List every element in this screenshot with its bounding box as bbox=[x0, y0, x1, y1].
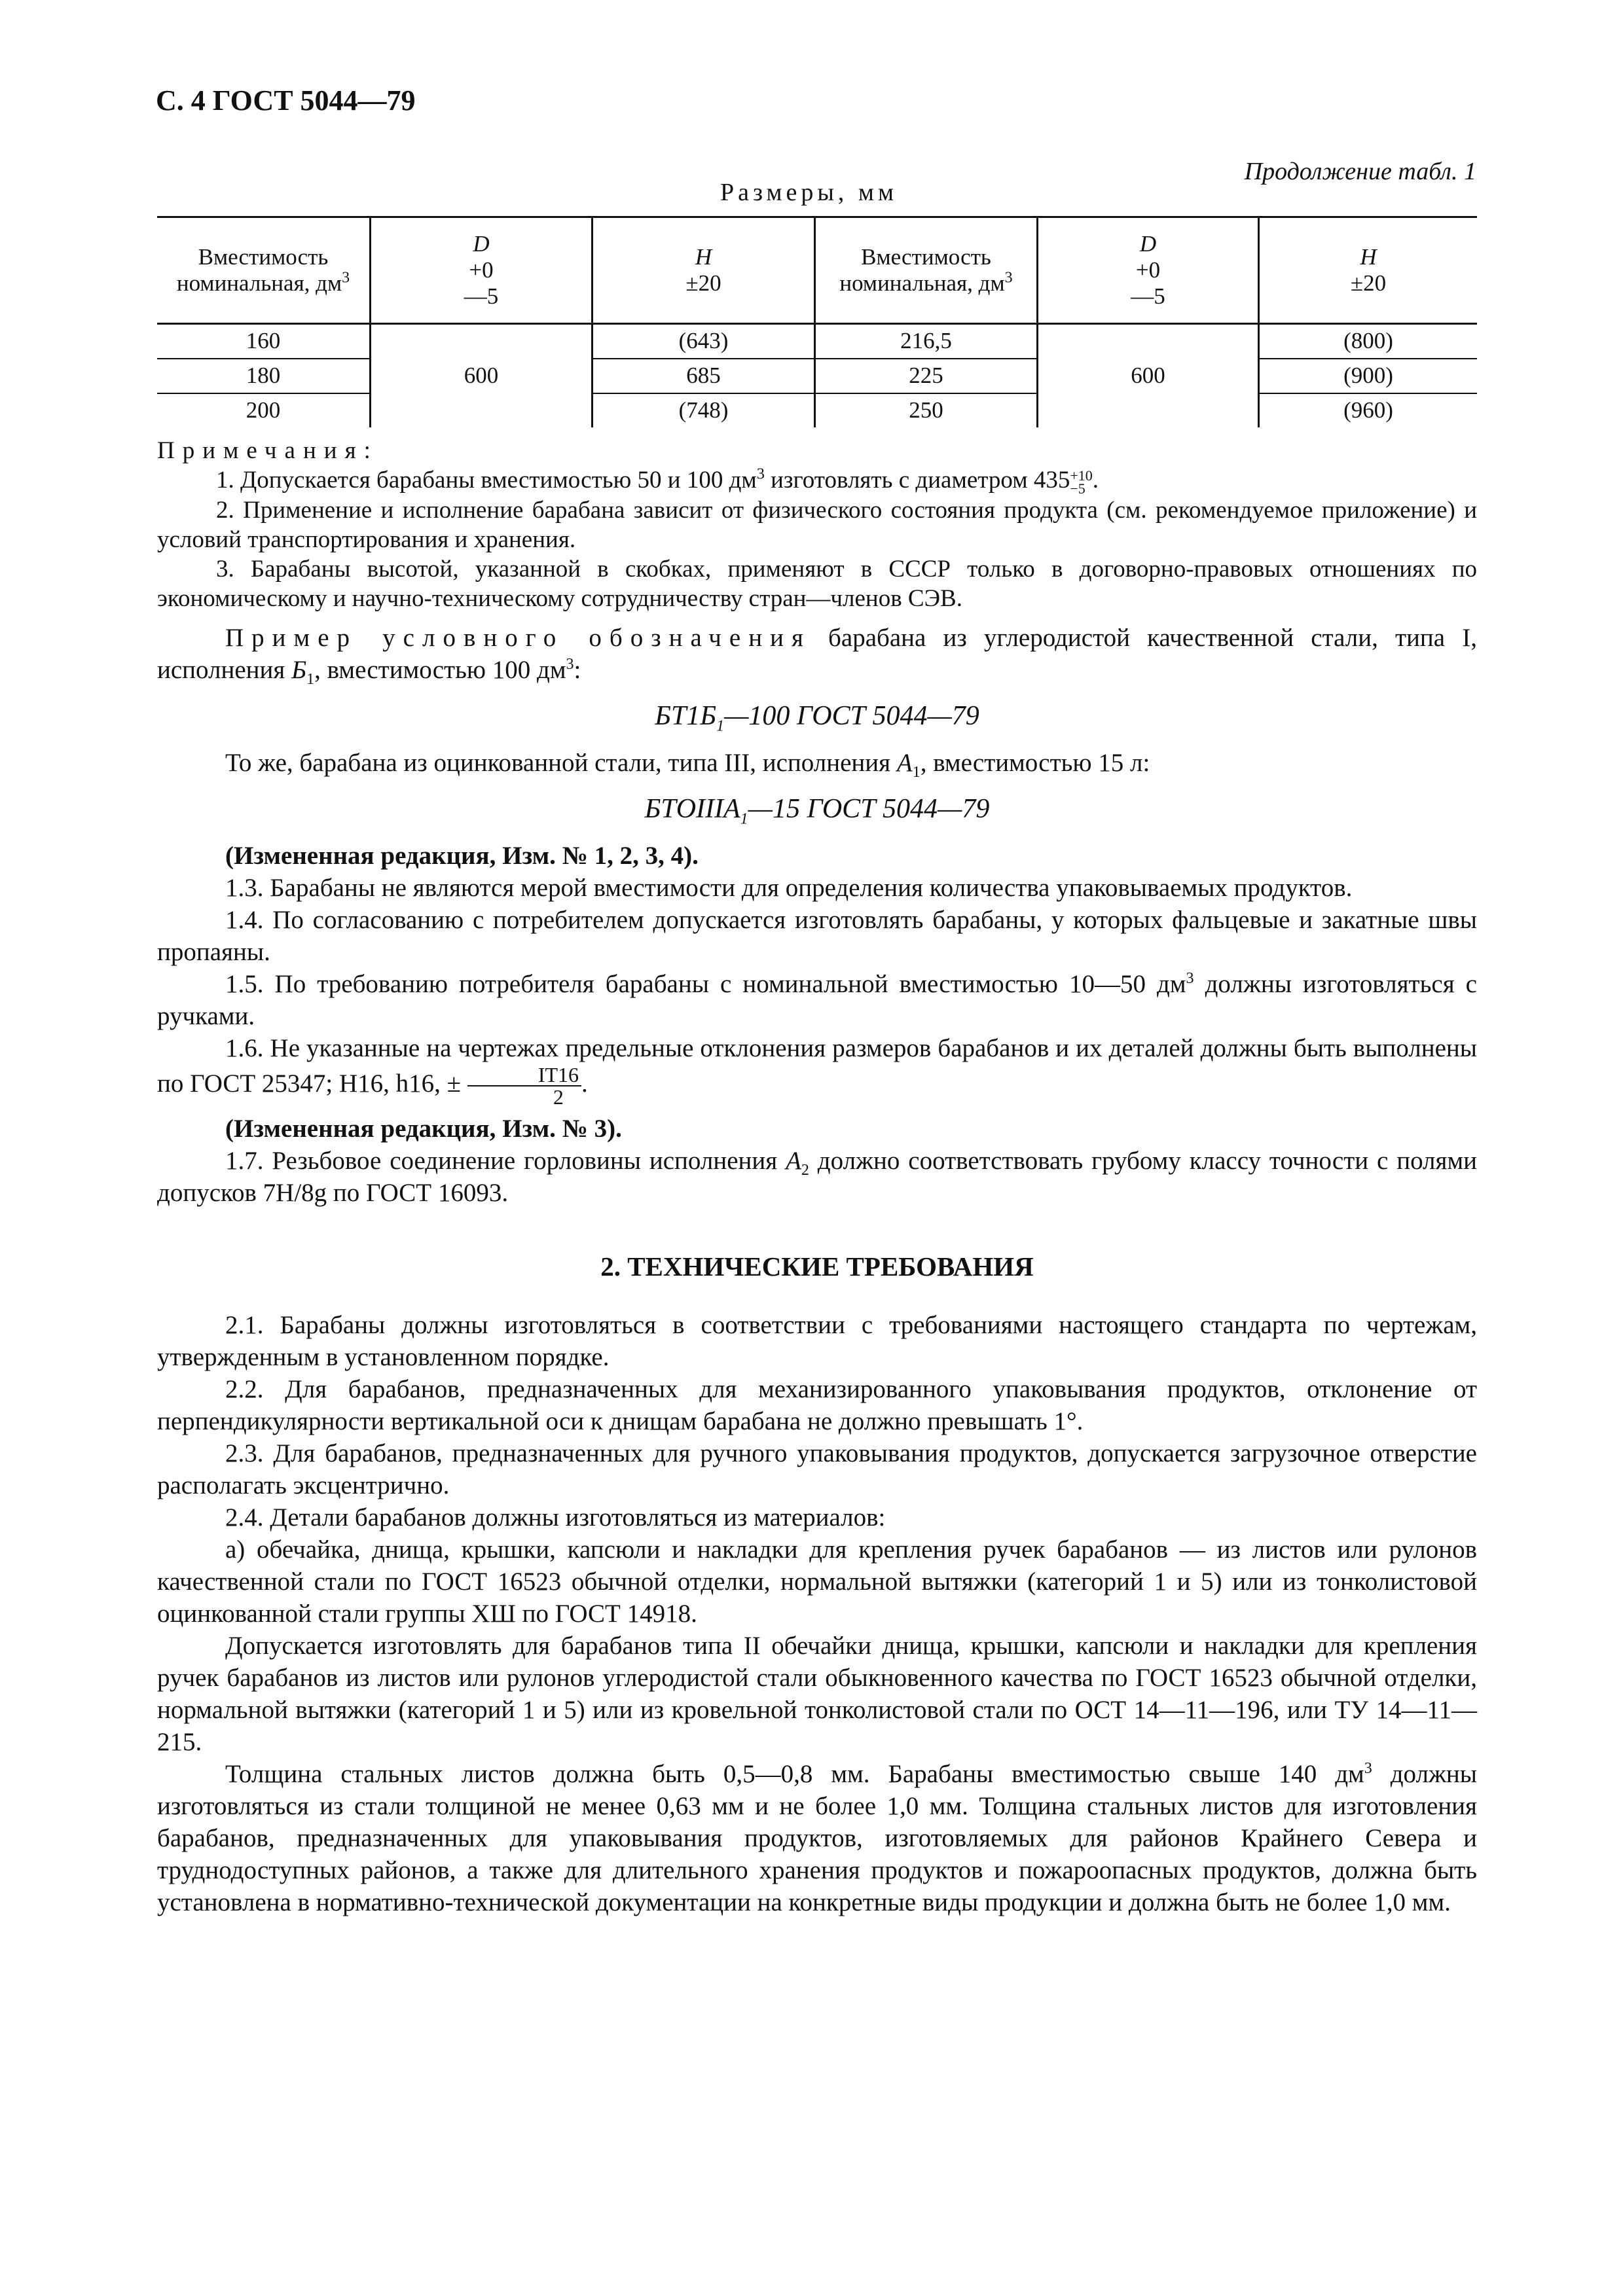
table-cell: 250 bbox=[815, 393, 1038, 427]
page-header: С. 4 ГОСТ 5044—79 bbox=[156, 84, 416, 117]
table-continuation-label: Продолжение табл. 1 bbox=[1244, 158, 1476, 185]
clause-2-1: 2.1. Барабаны должны изготовляться в соответствии с требованиями настоящего стандарта по чертежам, утвержденным в установленном порядке. bbox=[157, 1311, 1477, 1371]
table-cell: (960) bbox=[1259, 393, 1478, 427]
table-header-row bbox=[157, 217, 1477, 324]
table-caption: Размеры, мм bbox=[720, 179, 898, 206]
header-capacity: Вместимость номинальная, $дм^3$ bbox=[157, 217, 371, 324]
table-cell-d-merged: 600 bbox=[371, 324, 593, 428]
clause-1-3: 1.3. Барабаны не являются мерой вместимости для определения количества упаковываемых продуктов. bbox=[225, 874, 1353, 902]
clause-2-2: 2.2. Для барабанов, предназначенных для механизированного упаковывания продуктов, отклонение от перпендикулярности вертикальной оси к днищам барабана не должно превышать 1°. bbox=[157, 1375, 1477, 1435]
revision-note-1: (Измененная редакция, Изм. № 1, 2, 3, 4). bbox=[225, 842, 699, 870]
header-h: H ±20 bbox=[593, 217, 815, 324]
table-row bbox=[157, 359, 1477, 393]
table-cell-d-merged: 600 bbox=[1038, 324, 1259, 428]
note-1: 1. Допускается барабаны вместимостью 50 и 100 $дм^3$ изготовлять с диаметром 435+10 −5 . bbox=[216, 465, 1099, 497]
table-cell: (643) bbox=[593, 324, 815, 359]
example-paragraph-2: То же, барабана из оцинкованной стали, типа III, исполнения $А_1$, вместимостью 15 л: bbox=[225, 749, 1150, 781]
section-2-title: 2. ТЕХНИЧЕСКИЕ ТРЕБОВАНИЯ bbox=[600, 1251, 1034, 1282]
notes-title: Примечания: bbox=[157, 437, 378, 464]
clause-2-4: 2.4. Детали барабанов должны изготовляться из материалов: bbox=[225, 1503, 886, 1532]
example-paragraph: Пример условного обозначения барабана из углеродистой качественной стали, типа I, исполнения $Б_1$, вместимостью 100 $дм^3$: bbox=[157, 624, 1477, 688]
clause-2-4-a: а) обечайка, днища, крышки, капсюли и накладки для крепления ручек барабанов — из листов или рулонов качественной стали по ГОСТ 16523 обычной отделки, нормальной вытяжки (категорий 1 и 5) или из тонколистовой оцинкованной стали группы ХШ по ГОСТ 14918. bbox=[157, 1535, 1477, 1628]
clause-2-3: 2.3. Для барабанов, предназначенных для ручного упаковывания продуктов, допускается загрузочное отверстие располагать эксцентрично. bbox=[157, 1439, 1477, 1499]
clause-1-6: 1.6. Не указанные на чертежах предельные отклонения размеров барабанов и их деталей должны быть выполнены по ГОСТ 25347; H16, h16, ± $\frac{IT16}{2}$ . bbox=[157, 1034, 1477, 1109]
clause-1-5: 1.5. По требованию потребителя барабаны с номинальной вместимостью 10—50 $дм^3$ должны изготовляться с ручками. bbox=[157, 970, 1477, 1030]
table-row bbox=[157, 324, 1477, 359]
dimensions-table bbox=[157, 216, 1477, 427]
table-row bbox=[157, 393, 1477, 427]
header-d-2: D +0 —5 bbox=[1038, 217, 1259, 324]
clause-1-7: 1.7. Резьбовое соединение горловины исполнения $А_2$ должно соответствовать грубому классу точности с полями допусков 7H/8g по ГОСТ 16093. bbox=[157, 1147, 1478, 1207]
table-cell: (748) bbox=[593, 393, 815, 427]
revision-note-2: (Измененная редакция, Изм. № 3). bbox=[225, 1115, 622, 1143]
clause-2-4-thickness: Толщина стальных листов должна быть 0,5—0,8 мм. Барабаны вместимостью свыше 140 $дм^3$ должны изготовляться из стали толщиной не менее 0,63 мм и не более 1,0 мм. Толщина стальных листов для изготовления барабанов, предназначенных для упаковывания продуктов, изготовляемых для районов Крайнего Севера и труднодоступных районов, а также для длительного хранения продуктов и пожароопасных продуктов, должна быть установлена в нормативно-технической документации на конкретные виды продукции и должна быть не более 1,0 мм. bbox=[157, 1760, 1478, 1916]
table-cell: (900) bbox=[1259, 359, 1478, 393]
table-cell: 200 bbox=[246, 397, 281, 423]
main-text-block bbox=[157, 622, 1477, 1918]
table-cell: 180 bbox=[157, 359, 371, 393]
table-cell: (800) bbox=[1259, 324, 1478, 359]
table-cell: 216,5 bbox=[815, 324, 1038, 359]
header-h-2: H ±20 bbox=[1259, 217, 1478, 324]
header-capacity-2: Вместимость номинальная, $дм^3$ bbox=[815, 217, 1038, 324]
table-cell: 685 bbox=[593, 359, 815, 393]
table-cell: 225 bbox=[815, 359, 1038, 393]
designation-formula-2: $БТОIIIА_1—15$ ГОСТ 5044—79 bbox=[644, 794, 990, 828]
designation-formula-1: $БТ1Б_1—100$ ГОСТ 5044—79 bbox=[655, 701, 979, 735]
header-d: D +0 —5 bbox=[371, 217, 593, 324]
clause-2-4-permission: Допускается изготовлять для барабанов типа II обечайки днища, крышки, капсюли и накладки для крепления ручек барабанов из листов или рулонов углеродистой стали обыкновенного качества по ГОСТ 16523 обычной отделки, нормальной вытяжки (категорий 1 и 5) или из кровельной тонколистовой стали по ОСТ 14—11—196, или ТУ 14—11—215. bbox=[157, 1632, 1477, 1756]
notes-block bbox=[157, 436, 1477, 613]
note-2: 2. Применение и исполнение барабана зависит от физического состояния продукта (см. рекомендуемое приложение) и условий транспортирования и хранения. bbox=[157, 496, 1477, 553]
note-3: 3. Барабаны высотой, указанной в скобках, применяют в СССР только в договорно-правовых отношениях по экономическому и научно-техническому сотрудничеству стран—членов СЭВ. bbox=[157, 555, 1477, 612]
clause-1-4: 1.4. По согласованию с потребителем допускается изготовлять барабаны, у которых фальцевые и закатные швы пропаяны. bbox=[157, 906, 1477, 966]
fraction: $\frac{IT16}{2}$ bbox=[467, 1064, 581, 1107]
table-cell: 160 bbox=[157, 324, 371, 359]
